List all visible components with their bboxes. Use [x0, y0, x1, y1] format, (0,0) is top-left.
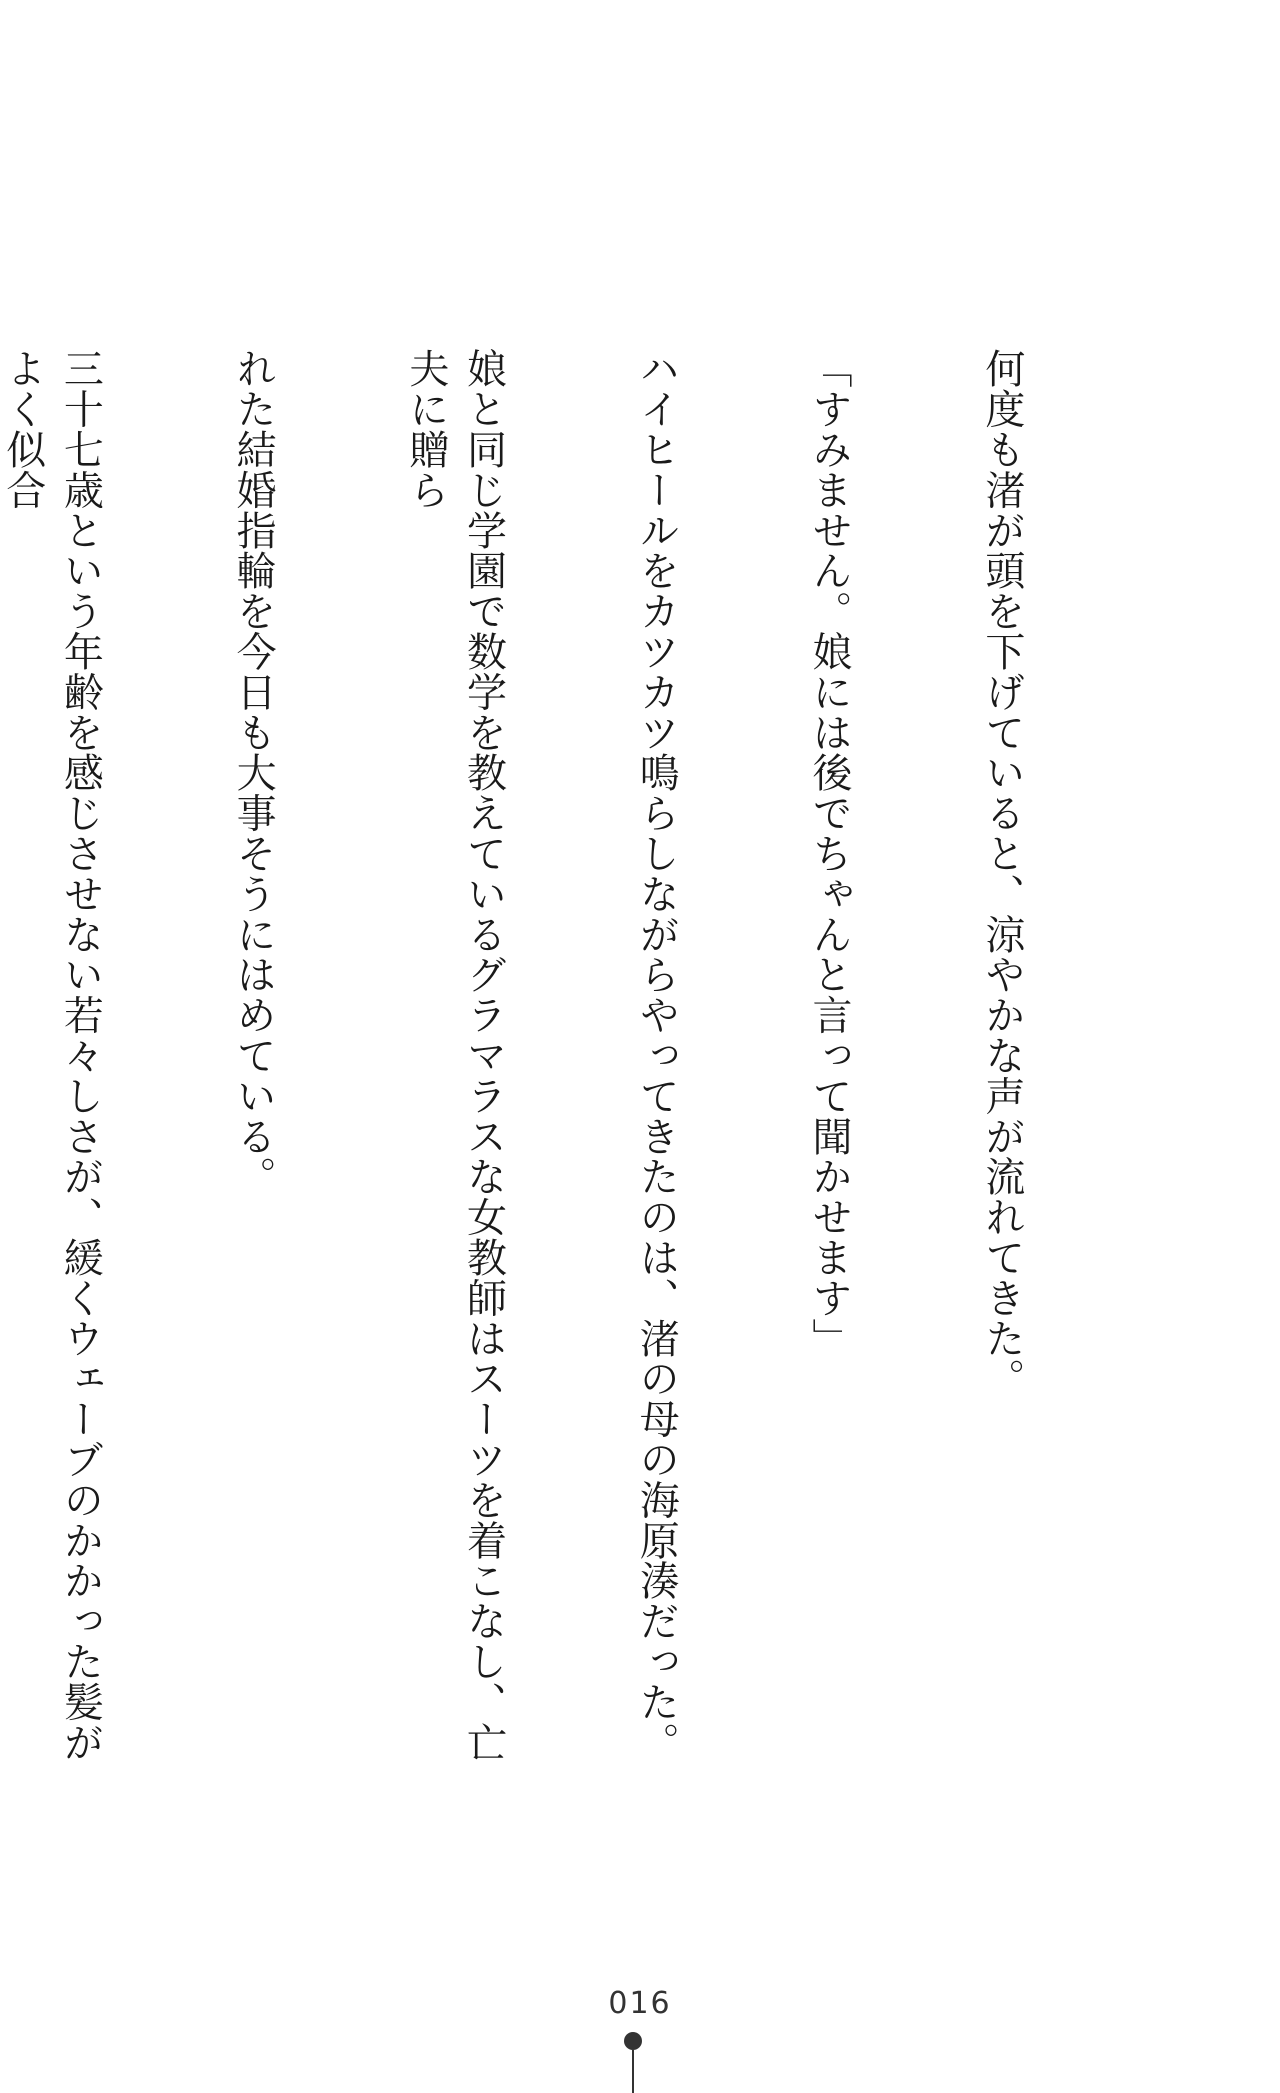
- text-line: 娘と同じ学園で数学を教えているグラマラスな女教師はスーツを着こなし、亡夫に贈ら: [402, 348, 507, 1762]
- text-line: 「すみません。娘には後でちゃんと言って聞かせます」: [806, 348, 853, 1358]
- text-line: 何度も渚が頭を下げていると、涼やかな声が流れてきた。: [978, 348, 1025, 1399]
- vertical-text-block: [0, 348, 1145, 1768]
- text-line: れた結婚指輪を今日も大事そうにはめている。: [230, 348, 277, 1197]
- text-line: ハイヒールをカツカツ鳴らしながらやってきたのは、渚の母の海原湊だった。: [633, 348, 680, 1762]
- page-marker-dot: [624, 2032, 642, 2050]
- page-number: 016: [608, 1986, 672, 2021]
- text-line: 三十七歳という年齢を感じさせない若々しさが、緩くウェーブのかかった髪がよく似合: [0, 348, 104, 1762]
- page-marker-line: [632, 2050, 634, 2093]
